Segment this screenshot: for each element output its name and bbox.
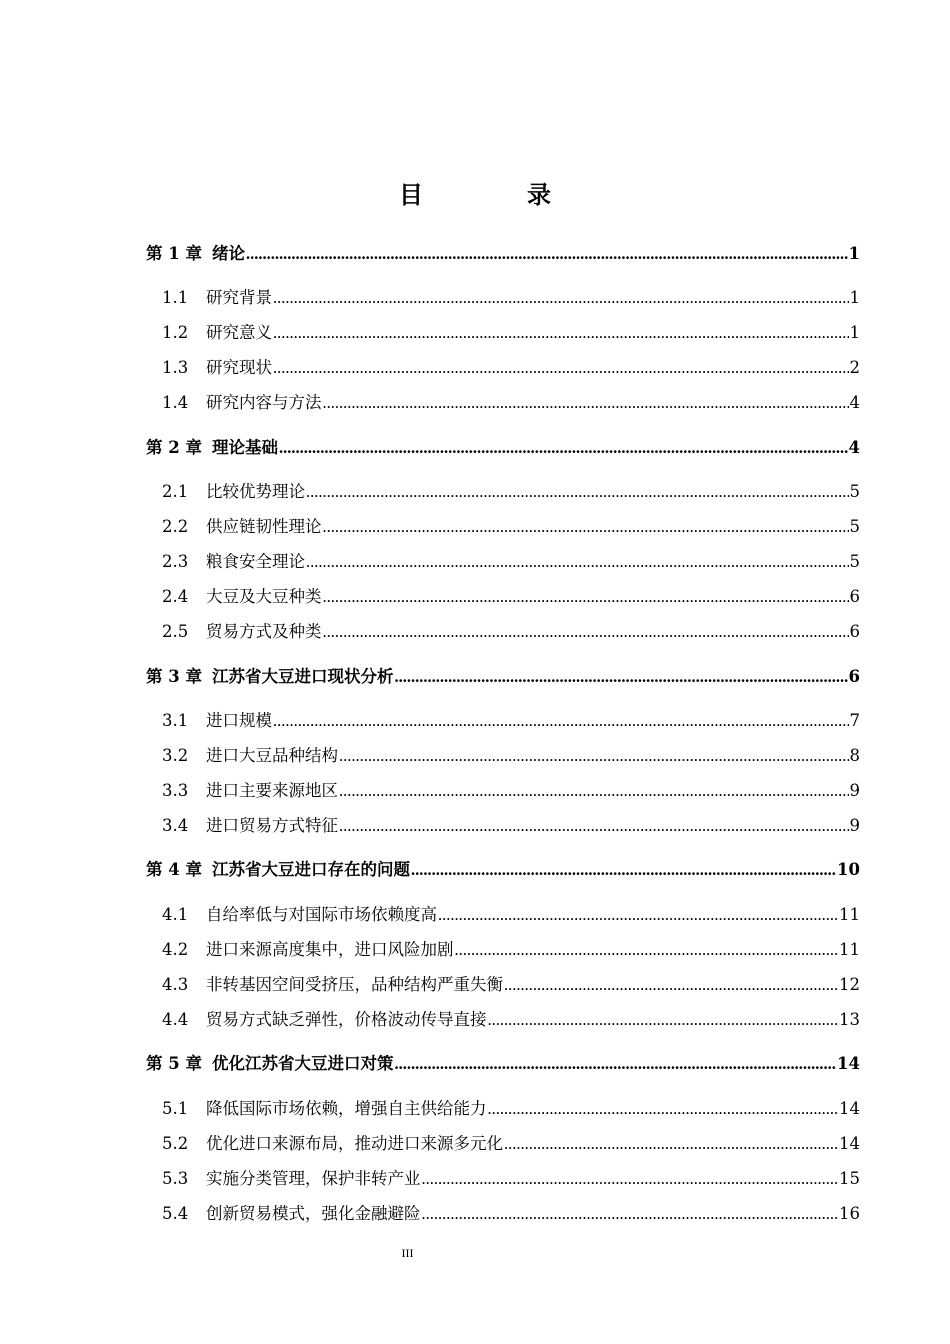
toc-label: 比较优势理论 [206,482,305,501]
toc-page: 12 [839,975,860,994]
toc-number: 4.1 [162,905,189,924]
toc-section-2-5[interactable] [162,619,860,645]
dot-leader [323,619,849,645]
toc-number: 第 1 章 [146,244,202,263]
dot-leader [279,435,848,461]
dot-leader [339,778,849,804]
toc-label: 进口规模 [206,711,272,730]
toc-page: 1 [849,323,860,342]
toc-number: 3.2 [162,746,189,765]
toc-page: 16 [839,1204,860,1223]
toc-section-2-1[interactable] [162,479,860,505]
toc-number: 第 5 章 [146,1054,202,1073]
toc-label: 进口大豆品种结构 [206,746,338,765]
dot-leader [438,902,838,928]
toc-label: 创新贸易模式，强化金融避险 [206,1204,421,1223]
dot-leader [323,514,849,540]
toc-section-4-4[interactable] [162,1007,860,1033]
toc-number: 5.1 [162,1099,189,1118]
toc-chapter-1[interactable] [146,241,860,267]
toc-number: 5.3 [162,1169,189,1188]
toc-number: 第 3 章 [146,667,202,686]
toc-page: 13 [839,1010,860,1029]
toc-number: 1.2 [162,323,189,342]
toc-number: 第 4 章 [146,860,202,879]
toc-page: 2 [849,358,860,377]
toc-section-3-3[interactable] [162,778,860,804]
toc-page: 1 [849,288,860,307]
toc-number: 4.2 [162,940,189,959]
dot-leader [323,390,849,416]
toc-chapter-5[interactable] [146,1051,860,1077]
toc-page: 4 [849,393,860,412]
dot-leader [504,1131,838,1157]
dot-leader [455,937,839,963]
toc-number: 5.2 [162,1134,189,1153]
toc-label: 降低国际市场依赖，增强自主供给能力 [206,1099,487,1118]
toc-number: 3.1 [162,711,189,730]
toc-page: 6 [849,622,860,641]
dot-leader [323,584,849,610]
toc-label: 粮食安全理论 [206,552,305,571]
toc-number: 5.4 [162,1204,189,1223]
dot-leader [411,857,836,883]
toc-number: 2.3 [162,552,189,571]
toc-page: 14 [839,1099,860,1118]
toc-label: 进口主要来源地区 [206,781,338,800]
toc-section-1-4[interactable] [162,390,860,416]
dot-leader [422,1166,839,1192]
toc-section-1-3[interactable] [162,355,860,381]
page-footer-number: III [401,1246,414,1260]
dot-leader [273,355,849,381]
toc-page: 6 [849,587,860,606]
toc-chapter-2[interactable] [146,435,860,461]
toc-number: 3.4 [162,816,189,835]
toc-section-3-2[interactable] [162,743,860,769]
toc-label: 供应链韧性理论 [206,517,322,536]
toc-section-2-2[interactable] [162,514,860,540]
dot-leader [488,1096,839,1122]
toc-chapter-4[interactable] [146,857,860,883]
toc-label: 绪论 [211,244,245,263]
toc-label: 实施分类管理，保护非转产业 [206,1169,421,1188]
toc-page: 9 [849,816,860,835]
toc-number: 4.4 [162,1010,189,1029]
dot-leader [306,479,849,505]
toc-section-1-1[interactable] [162,285,860,311]
toc-label: 研究现状 [206,358,272,377]
dot-leader [273,320,849,346]
dot-leader [339,743,849,769]
toc-number: 1.4 [162,393,189,412]
toc-chapter-3[interactable] [146,664,860,690]
toc-section-3-1[interactable] [162,708,860,734]
toc-number: 2.1 [162,482,189,501]
toc-page: 7 [849,711,860,730]
toc-section-4-1[interactable] [162,902,860,928]
toc-page: 5 [849,552,860,571]
toc-label: 贸易方式及种类 [206,622,322,641]
toc-page: 11 [839,905,860,924]
toc-label: 研究内容与方法 [206,393,322,412]
toc-section-3-4[interactable] [162,813,860,839]
toc-page: 1 [848,244,860,263]
toc-section-1-2[interactable] [162,320,860,346]
toc-label: 理论基础 [211,438,278,457]
toc-number: 1.1 [162,288,189,307]
dot-leader [339,813,849,839]
toc-page: 4 [848,438,860,457]
dot-leader [394,1051,836,1077]
toc-page: 8 [849,746,860,765]
toc-label: 江苏省大豆进口现状分析 [211,667,394,686]
page-title: 目 录 [399,181,591,209]
toc-section-4-2[interactable] [162,937,860,963]
toc-number: 2.2 [162,517,189,536]
toc-number: 1.3 [162,358,189,377]
dot-leader [504,972,838,998]
toc-section-5-2[interactable] [162,1131,860,1157]
toc-label: 江苏省大豆进口存在的问题 [211,860,410,879]
toc-label: 贸易方式缺乏弹性，价格波动传导直接 [206,1010,487,1029]
toc-page: 15 [839,1169,860,1188]
toc-section-2-4[interactable] [162,584,860,610]
toc-number: 第 2 章 [146,438,202,457]
dot-leader [273,285,849,311]
toc-number: 4.3 [162,975,189,994]
toc-page: 5 [849,482,860,501]
toc-page: 14 [839,1134,860,1153]
toc-number: 3.3 [162,781,189,800]
dot-leader [273,708,849,734]
toc-label: 研究背景 [206,288,272,307]
toc-page: 9 [849,781,860,800]
toc-label: 优化江苏省大豆进口对策 [211,1054,394,1073]
toc-page: 14 [837,1054,860,1073]
toc-section-5-4[interactable] [162,1201,860,1227]
dot-leader [394,664,847,690]
toc-label: 进口来源高度集中，进口风险加剧 [206,940,454,959]
toc-label: 研究意义 [206,323,272,342]
toc-number: 2.5 [162,622,189,641]
toc-page: 6 [848,667,860,686]
dot-leader [488,1007,839,1033]
toc-label: 自给率低与对国际市场依赖度高 [206,905,437,924]
toc-label: 进口贸易方式特征 [206,816,338,835]
toc-section-2-3[interactable] [162,549,860,575]
toc-section-5-1[interactable] [162,1096,860,1122]
toc-page: 11 [839,940,860,959]
toc-section-5-3[interactable] [162,1166,860,1192]
dot-leader [306,549,849,575]
toc-number: 2.4 [162,587,189,606]
toc-label: 大豆及大豆种类 [206,587,322,606]
toc-page: 10 [837,860,860,879]
dot-leader [246,241,848,267]
toc-label: 优化进口来源布局，推动进口来源多元化 [206,1134,503,1153]
toc-section-4-3[interactable] [162,972,860,998]
toc-page: 5 [849,517,860,536]
dot-leader [422,1201,839,1227]
toc-label: 非转基因空间受挤压，品种结构严重失衡 [206,975,503,994]
